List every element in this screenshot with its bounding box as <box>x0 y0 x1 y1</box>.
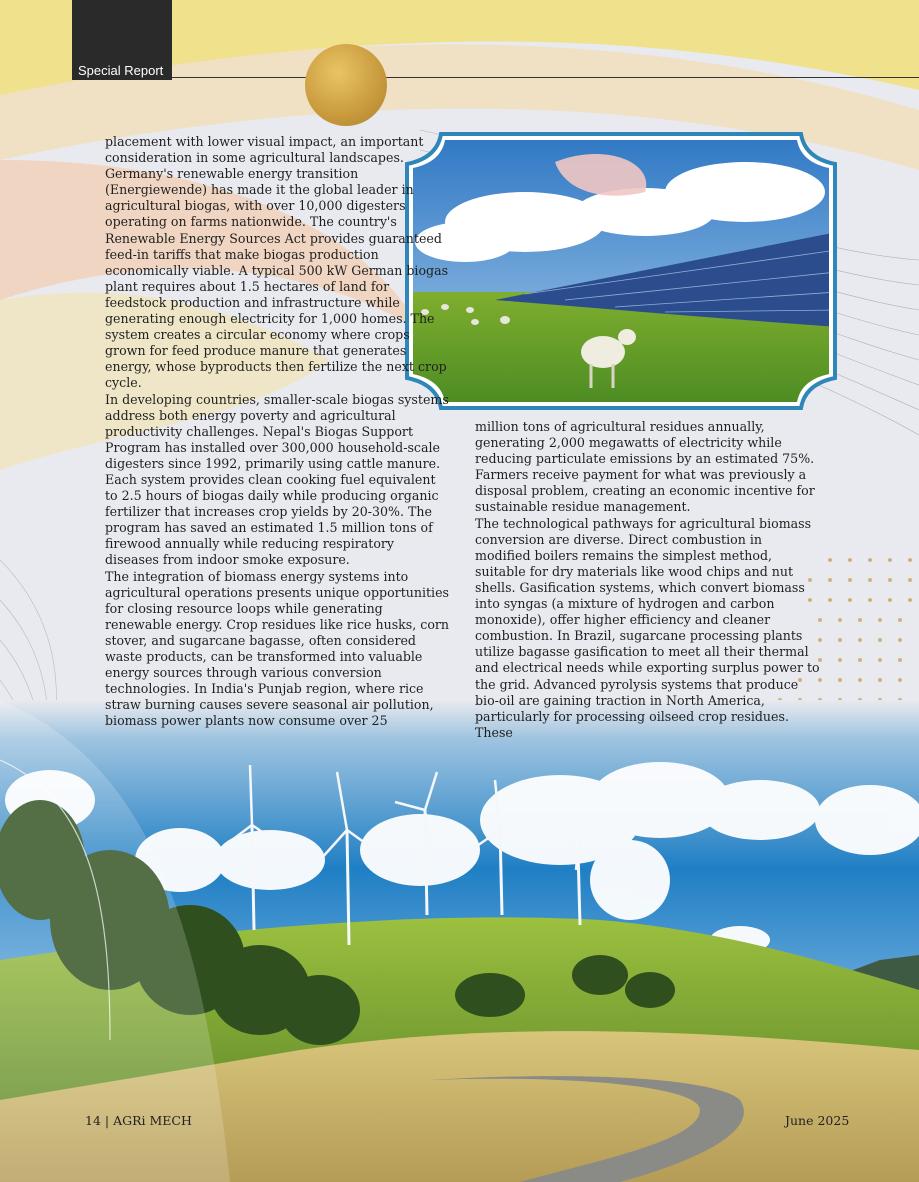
header-rule <box>172 77 919 78</box>
paragraph: placement with lower visual impact, an important consideration in some agricultural landscapes. <box>105 134 424 166</box>
paragraph: The technological pathways for agricultural biomass conversion are diverse. Direct combustion in modified boilers remains the simplest method, suitable for dry materials like wood chips and nut shells. Gasification systems, which convert biomass into syngas (a mixture of hydrogen and carbon monoxide), offer higher efficiency and cleaner combustion. In Brazil, sugarcane processing plants utilize bagasse gasification to meet all their thermal and electrical needs while exporting surplus power to the grid. Advanced pyrolysis systems that produce bio-oil are gaining traction in North America, particularly for processing oilseed crop residues. These <box>475 515 820 740</box>
section-label: Special Report <box>78 63 164 78</box>
issue-date-label: June 2025 <box>785 1113 850 1128</box>
decorative-disc <box>305 44 387 126</box>
paragraph: million tons of agricultural residues annually, generating 2,000 megawatts of electricity while reducing particulate emissions by an estimated 75%. Farmers receive payment for what was previously a disposal problem, creating an economic incentive for sustainable residue management. <box>475 419 815 515</box>
page-number-label: 14 | AGRi MECH <box>85 1113 192 1128</box>
paragraph: Germany's renewable energy transition (Energiewende) has made it the global leader in agricultural biogas, with over 10,000 digesters operating on farms nationwide. The country's Renewable Energy Sources Act provides guaranteed feed-in tariffs that make biogas production economically viable. A typical 500 kW German biogas plant requires about 1.5 hectares of land for feedstock production and infrastructure while generating enough electricity for 1,000 homes. The system creates a circular economy where crops grown for feed produce manure that generates energy, whose byproducts then fertilize the next crop cycle. <box>105 166 449 391</box>
paragraph: The integration of biomass energy systems into agricultural operations presents unique opportunities for closing resource loops while generating renewable energy. Crop residues like rice husks, corn stover, and sugarcane bagasse, often considered waste products, can be transformed into valuable energy sources through various conversion technologies. In India's Punjab region, where rice straw burning causes severe seasonal air pollution, biomass power plants now consume over 25 <box>105 568 450 729</box>
article-column-right <box>475 419 820 741</box>
paragraph: In developing countries, smaller-scale biogas systems address both energy poverty and agricultural productivity challenges. Nepal's Biogas Support Program has installed over 300,000 household-scale digesters since 1992, primarily using cattle manure. Each system provides clean cooking fuel equivalent to 2.5 hours of biogas daily while producing organic fertilizer that increases crop yields by 20-30%. The program has saved an estimated 1.5 million tons of firewood annually while reducing respiratory diseases from indoor smoke exposure. <box>105 391 449 568</box>
solar-farm-photo <box>405 132 837 410</box>
article-column-left <box>105 134 450 729</box>
